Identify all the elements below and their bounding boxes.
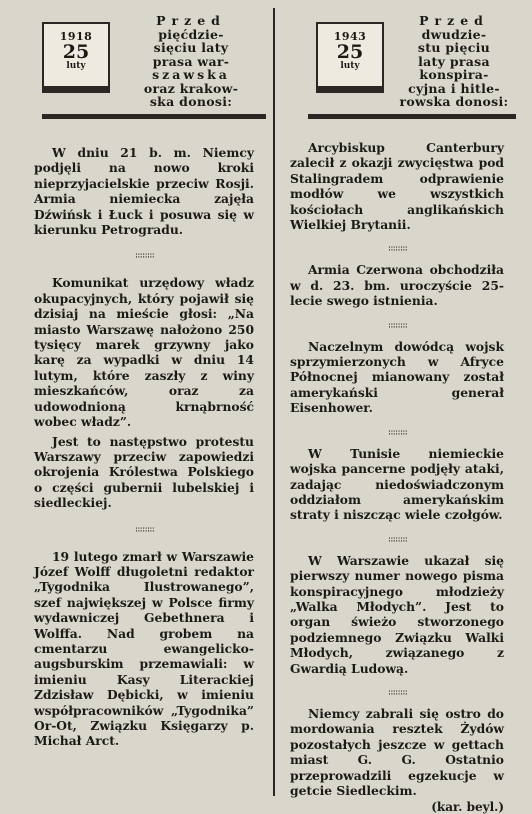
news-item: Naczelnym dowódcą wojsk sprzymierzonych w Afryce Północnej mianowany został amerykański generał Eisenhower. <box>290 338 504 416</box>
calendar-day: 25 <box>336 41 364 63</box>
right-heading <box>392 14 516 109</box>
heading-line: pięćdzie- <box>158 26 224 42</box>
column-divider <box>273 8 275 796</box>
heading-line: prasa war- <box>152 53 230 69</box>
heading-line: laty prasa <box>418 53 490 69</box>
calendar-year: 1918 <box>59 30 93 43</box>
news-item: Komunikat urzędowy władz okupacyjnych, który pojawił się dzisiaj na mieście głosi: „Na miasto Warszawę nałożono 250 tysięcy marek grzywny jako karę za wypadki w dniu 14 lutym, które zaszły z winy mieszkańców, oraz za udowodnioną krnąbrność wobec władz”. <box>34 275 254 430</box>
header-rule <box>308 114 516 119</box>
news-item: Armia Czerwona obchodziła w d. 23. bm. uroczyście 25-lecie swego istnienia. <box>290 262 504 309</box>
right-header <box>280 0 516 115</box>
news-item: Jest to następstwo protestu Warszawy przeciw zapowiedzi okrojenia Królestwa Polskiego o części gubernii lubelskiej i siedleckiej. <box>34 433 254 511</box>
separator-ornament: ∷∷∷∷ <box>135 251 155 261</box>
calendar-day: 25 <box>62 41 90 63</box>
header-rule <box>42 114 266 119</box>
calendar-month: luty <box>66 61 86 71</box>
calendar-icon-1918 <box>42 22 110 93</box>
heading-line: ska donosi: <box>149 94 233 109</box>
news-item: W Tunisie niemieckie wojska pancerne podjęły ataki, zadając niedoświadczonym oddziałom amerykańskim straty i niszcząc wiele czołgów. <box>290 445 504 523</box>
calendar-year: 1943 <box>333 30 367 43</box>
news-item: W dniu 21 b. m. Niemcy podjęli na nowo kroki nieprzyjacielskie przeciw Rosji. Armia niemiecka zajęła Dźwińsk i Łuck i posuwa się w kierunku Petrogradu. <box>34 145 254 238</box>
separator-ornament: ∷∷∷∷ <box>388 687 408 697</box>
heading-line: szawska <box>152 67 230 82</box>
left-column <box>24 0 266 749</box>
heading-line: rowska donosi: <box>399 94 509 109</box>
calendar-month: luty <box>340 61 360 71</box>
right-column <box>280 0 516 814</box>
calendar-icon-1943 <box>316 22 384 93</box>
separator-ornament: ∷∷∷∷ <box>388 427 408 437</box>
heading-line: oraz krakow- <box>143 80 239 96</box>
left-header <box>24 0 266 115</box>
heading-line: Przed <box>419 13 489 28</box>
heading-line: Przed <box>156 13 226 28</box>
news-item: Niemcy zabrali się ostro do mordowania resztek Żydów pozostałych jeszcze w gettach miast G. G. Ostatnio przeprowadzili egzekucje w getcie Siedleckim. <box>290 705 504 798</box>
left-heading <box>116 14 266 109</box>
separator-ornament: ∷∷∷∷ <box>388 244 408 254</box>
heading-line: sięciu laty <box>153 40 229 55</box>
heading-line: cyjna i hitle- <box>408 80 500 96</box>
heading-line: dwudzie- <box>421 26 487 42</box>
heading-line: konspira- <box>419 67 489 82</box>
news-item: 19 lutego zmarł w Warszawie Józef Wolff długoletni redaktor „Tygodnika Ilustrowanego”, szef największej w Polsce firmy wydawniczej Gebethnera i Wolffa. Nad grobem na cmentarzu ewangelicko-augsburskim przemawiali: w imieniu Kasy Literackiej Zdzisław Dębicki, w imieniu współpracowników „Tygodnika” Or-Ot, Związku Księgarzy p. Michał Arct. <box>34 548 254 749</box>
separator-ornament: ∷∷∷∷ <box>135 524 155 534</box>
news-item: W Warszawie ukazał się pierwszy numer nowego pisma konspiracyjnego młodzieży „Walka Młodych”. Jest to organ świeżo stworzonego podziemnego Związku Walki Młodych, związanego z Gwardią Ludową. <box>290 552 504 676</box>
author-signature: (kar. beyl.) <box>431 800 504 814</box>
separator-ornament: ∷∷∷∷ <box>388 320 408 330</box>
news-item: Arcybiskup Canterbury zalecił z okazji zwycięstwa pod Stalingradem odprawienie modłów we wszystkich kościołach anglikańskich Wielkiej Brytanii. <box>290 140 504 233</box>
heading-line: stu pięciu <box>417 40 491 55</box>
separator-ornament: ∷∷∷∷ <box>388 534 408 544</box>
